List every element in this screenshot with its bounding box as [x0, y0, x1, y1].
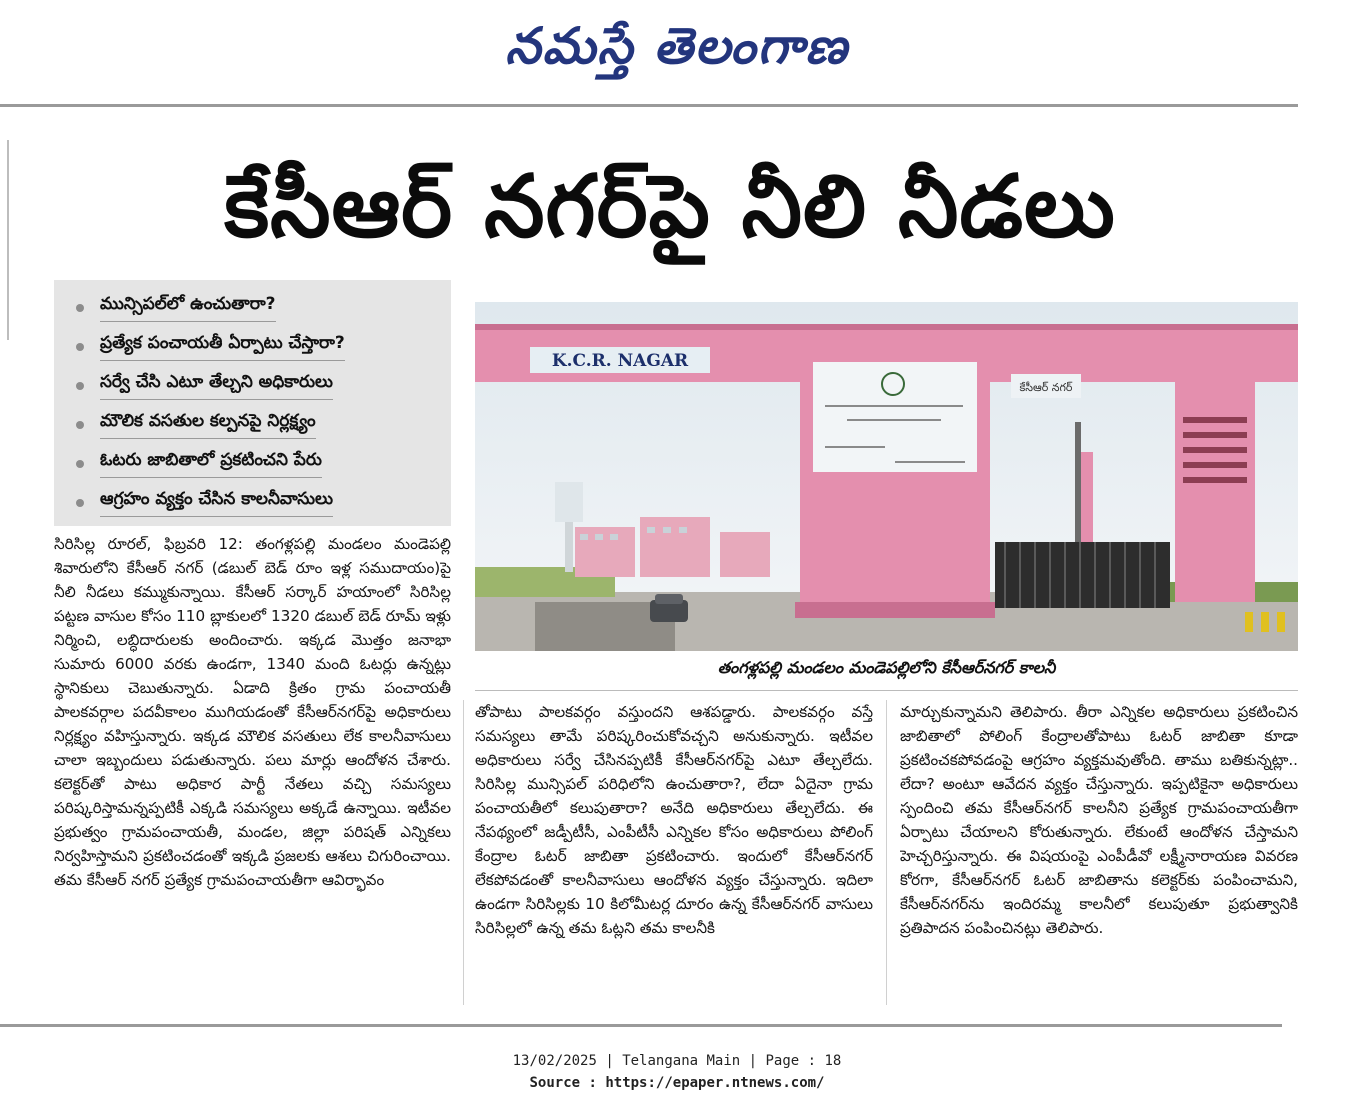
- highlight-item: [76, 483, 437, 522]
- footer-divider: [0, 1024, 1282, 1027]
- masthead-divider: [0, 104, 1298, 107]
- highlight-text: ఓటరు జాబితాలో ప్రకటించని పేరు: [100, 450, 322, 478]
- bullet-icon: [76, 499, 84, 507]
- highlight-item: [76, 288, 437, 327]
- arch-sign-telugu: కేసీఆర్ నగర్: [1019, 381, 1073, 394]
- edition-info: 13/02/2025 | Telangana Main | Page : 18: [512, 1053, 842, 1069]
- footer: [0, 1050, 1354, 1094]
- bullet-icon: [76, 343, 84, 351]
- column-divider: [463, 700, 464, 1005]
- highlight-text: ఆగ్రహం వ్యక్తం చేసిన కాలనీవాసులు: [100, 489, 333, 517]
- highlight-text: మున్సిపల్‌లో ఉంచుతారా?: [100, 294, 276, 322]
- highlight-item: [76, 444, 437, 483]
- source-link[interactable]: Source : https://epaper.ntnews.com/: [529, 1075, 825, 1091]
- bullet-icon: [76, 421, 84, 429]
- bullet-icon: [76, 460, 84, 468]
- kcr-nagar-arch-illustration: [475, 302, 1298, 651]
- article-column-3: మార్చుకున్నామని తెలిపారు. తీరా ఎన్నికల అధికారులు ప్రకటించిన జాబితాలో పోలింగ్ కేంద్రాలతోపాటు ఓటర్ జాబితా కూడా ప్రకటించకపోవడంపై ఆగ్రహం వ్యక్తమవుతోంది. తాము బతికున్నట్లా.. లేదా? అంటూ ఆవేదన వ్యక్తం చేస్తున్నారు. ఇప్పటికైనా అధికారులు స్పందించి తమ కేసీఆర్‌నగర్ కాలనీని ప్రత్యేక గ్రామపంచాయతీగా ఏర్పాటు చేయాలని కోరుతున్నారు. లేకుంటే ఆందోళన చేస్తామని హెచ్చరిస్తున్నారు. ఈ విషయంపై ఎంపీడీవో లక్ష్మీనారాయణ వివరణ కోరగా, కేసీఆర్‌నగర్ ఓటర్ జాబితాను కలెక్టర్‌కు పంపించామని, కేసీఆర్‌నగర్‌ను ఇందిరమ్మ కాలనీలో కలుపుతూ ప్రభుత్వానికి ప్రతిపాదన పంపించినట్లు తెలిపారు.: [900, 703, 1298, 937]
- highlight-item: [76, 366, 437, 405]
- article-column-2: తోపాటు పాలకవర్గం వస్తుందని ఆశపడ్డారు. పాలకవర్గం వస్తే సమస్యలు తామే పరిష్కరించుకోవచ్చని అనుకున్నారు. ఇటీవల అధికారులు సర్వే చేసినప్పటికీ కేసీఆర్‌నగర్‌పై ఎటూ తేల్చలేదు. సిరిసిల్ల మున్సిపల్ పరిధిలోని ఉంచుతారా?, లేదా ఏదైనా గ్రామ పంచాయతీలో కలుపుతారా? అనేది అధికారులు తేల్చలేదు. ఈ నేపథ్యంలో జడ్పీటీసీ, ఎంపీటీసీ ఎన్నికల కోసం అధికారులు పోలింగ్ కేంద్రాల ఓటర్ జాబితా ప్రకటించారు. ఇందులో కేసీఆర్‌నగర్ లేకపోవడంతో కాలనీవాసులు ఆందోళన వ్యక్తం చేస్తున్నారు. ఇదిలా ఉండగా సిరిసిల్లకు 10 కిలోమీటర్ల దూరం ఉన్న కేసీఆర్‌నగర్ వాసులు సిరిసిల్లలో ఉన్న తమ ఓట్లని తమ కాలనీకి: [475, 703, 873, 937]
- highlight-item: [76, 327, 437, 366]
- arch-sign-english: K.C.R. NAGAR: [551, 351, 689, 371]
- article-column-1: సిరిసిల్ల రూరల్, ఫిబ్రవరి 12: తంగళ్లపల్లి మండలం మండెపల్లి శివారులోని కేసీఆర్ నగర్ (డబుల్ బెడ్ రూం ఇళ్ల సముదాయం)పై నీలి నీడలు కమ్ముకున్నాయి. కేసీఆర్ సర్కార్ హయాంలో సిరిసిల్ల పట్టణ వాసుల కోసం 110 బ్లాకులలో 1320 డబుల్ బెడ్ రూమ్ ఇళ్లు నిర్మించి, లబ్ధిదారులకు అందించారు. ఇక్కడ మొత్తం జనాభా సుమారు 6000 వరకు ఉండగా, 1340 మంది ఓటర్లు ఉన్నట్లు స్థానికులు చెబుతున్నారు. ఏడాది క్రితం గ్రామ పంచాయతీ పాలకవర్గాల పదవీకాలం ముగియడంతో కేసీఆర్‌నగర్‌పై అధికారులు నిర్లక్ష్యం వహిస్తున్నారు. ఇక్కడ మౌలిక వసతులు లేక కాలనీవాసులు చాలా ఇబ్బందులు పడుతున్నారు. పలు మార్లు ఆందోళన చేశారు. కలెక్టర్‌తో పాటు అధికార పార్టీ నేతలు వచ్చి సమస్యలు పరిష్కరిస్తామన్నప్పటికీ ఎక్కడి సమస్యలు అక్కడే ఉన్నాయి. ఇటీవల ప్రభుత్వం గ్రామపంచాయతీ, మండల, జిల్లా పరిషత్ ఎన్నికలు నిర్వహిస్తామని ప్రకటించడంతో ఇక్కడి ప్రజలకు ఆశలు చిగురించాయి. తమ కేసీఆర్ నగర్ ప్రత్యేక గ్రామపంచాయతీగా ఆవిర్భావం: [54, 535, 451, 889]
- highlights-box: [54, 280, 451, 526]
- newspaper-logo: నమస్తే తెలంగాణ: [505, 16, 849, 75]
- headline-text: కేసీఆర్ నగర్‌పై నీలి నీడలు: [224, 157, 1116, 257]
- highlight-item: [76, 405, 437, 444]
- news-photo: [475, 302, 1298, 651]
- highlight-text: సర్వే చేసి ఎటూ తేల్చని అధికారులు: [100, 372, 333, 400]
- column-divider: [886, 700, 887, 1005]
- highlight-text: ప్రత్యేక పంచాయతీ ఏర్పాటు చేస్తారా?: [100, 333, 345, 361]
- bullet-icon: [76, 304, 84, 312]
- caption-divider: [475, 690, 1298, 691]
- left-margin-line: [7, 140, 9, 340]
- headline: [40, 140, 1300, 275]
- bullet-icon: [76, 382, 84, 390]
- highlight-text: మౌలిక వసతుల కల్పనపై నిర్లక్ష్యం: [100, 411, 316, 439]
- photo-caption: తంగళ్లపల్లి మండలం మండెపల్లిలోని కేసీఆర్‌నగర్ కాలనీ: [717, 658, 1056, 677]
- masthead: [0, 10, 1354, 82]
